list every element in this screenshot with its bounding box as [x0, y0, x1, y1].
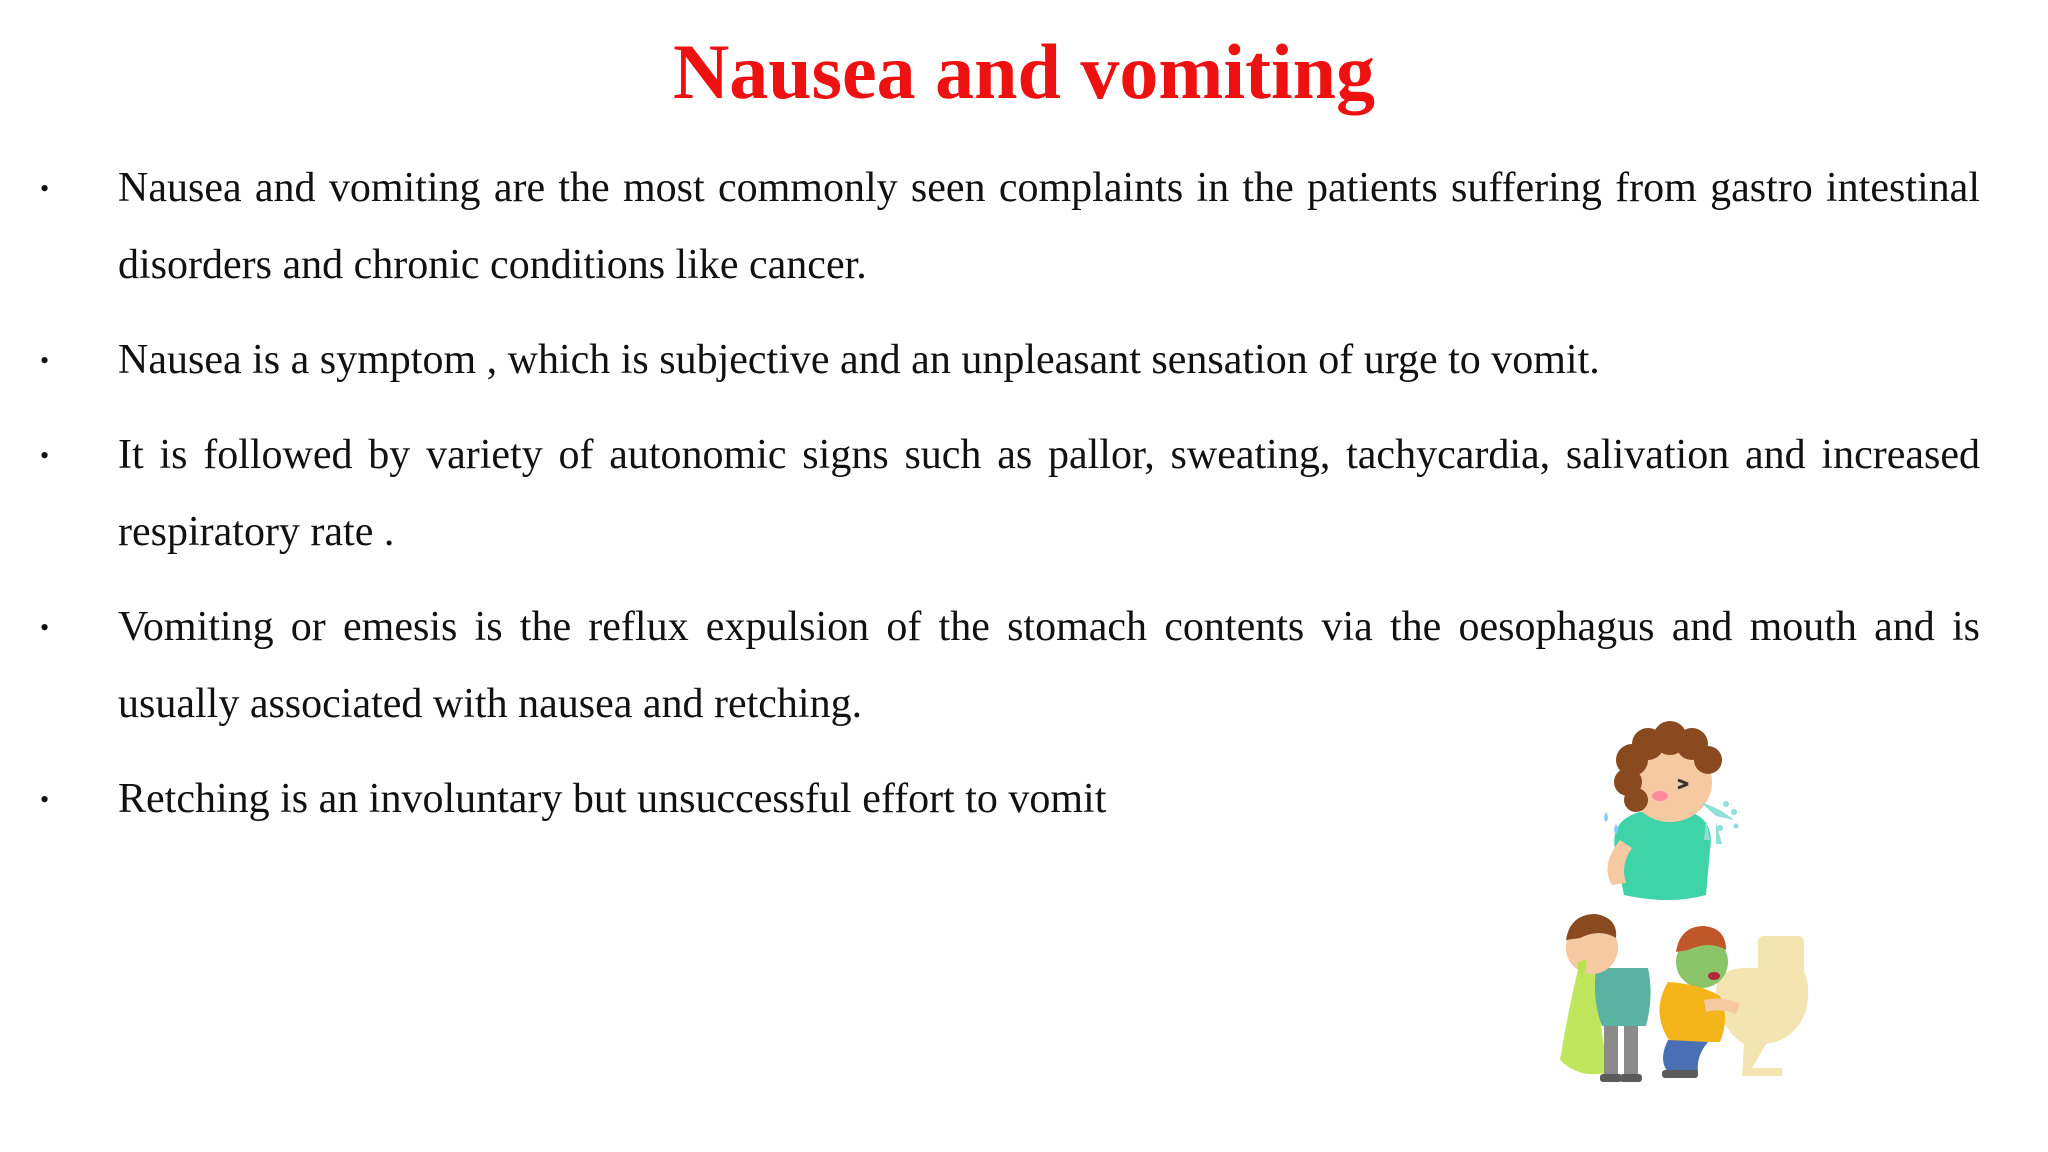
bullet-item	[40, 150, 1980, 304]
bullet-item	[40, 322, 1980, 399]
bullet-text: Nausea is a symptom , which is subjective and an unpleasant sensation of urge to vomit.	[118, 337, 1600, 383]
bullet-text: Nausea and vomiting are the most commonly seen complaints in the patients suffering from gastro intestinal disorders and chronic conditions like cancer.	[118, 165, 1980, 288]
bullet-dot: •	[40, 613, 50, 642]
bullet-dot: •	[40, 346, 50, 375]
bullet-text: Retching is an involuntary but unsuccessful effort to vomit	[118, 776, 1107, 822]
bullet-dot: •	[40, 441, 50, 470]
bullet-text: It is followed by variety of autonomic signs such as pallor, sweating, tachycardia, salivation and increased respiratory rate .	[118, 432, 1980, 555]
boy-vomiting-illustration	[1560, 914, 1651, 1082]
bullet-text: Vomiting or emesis is the reflux expulsion of the stomach contents via the oesophagus and mouth and is usually associated with nausea and retching.	[118, 604, 1980, 727]
child-vomiting-illustration	[1604, 721, 1739, 900]
bullet-dot: •	[40, 785, 50, 814]
boy-vomiting-into-toilet-illustration	[1659, 926, 1808, 1078]
vomiting-illustrations	[1520, 700, 1840, 1100]
bullet-dot: •	[40, 174, 50, 203]
slide-title: Nausea and vomiting	[672, 28, 1376, 115]
bullet-item	[40, 417, 1980, 571]
